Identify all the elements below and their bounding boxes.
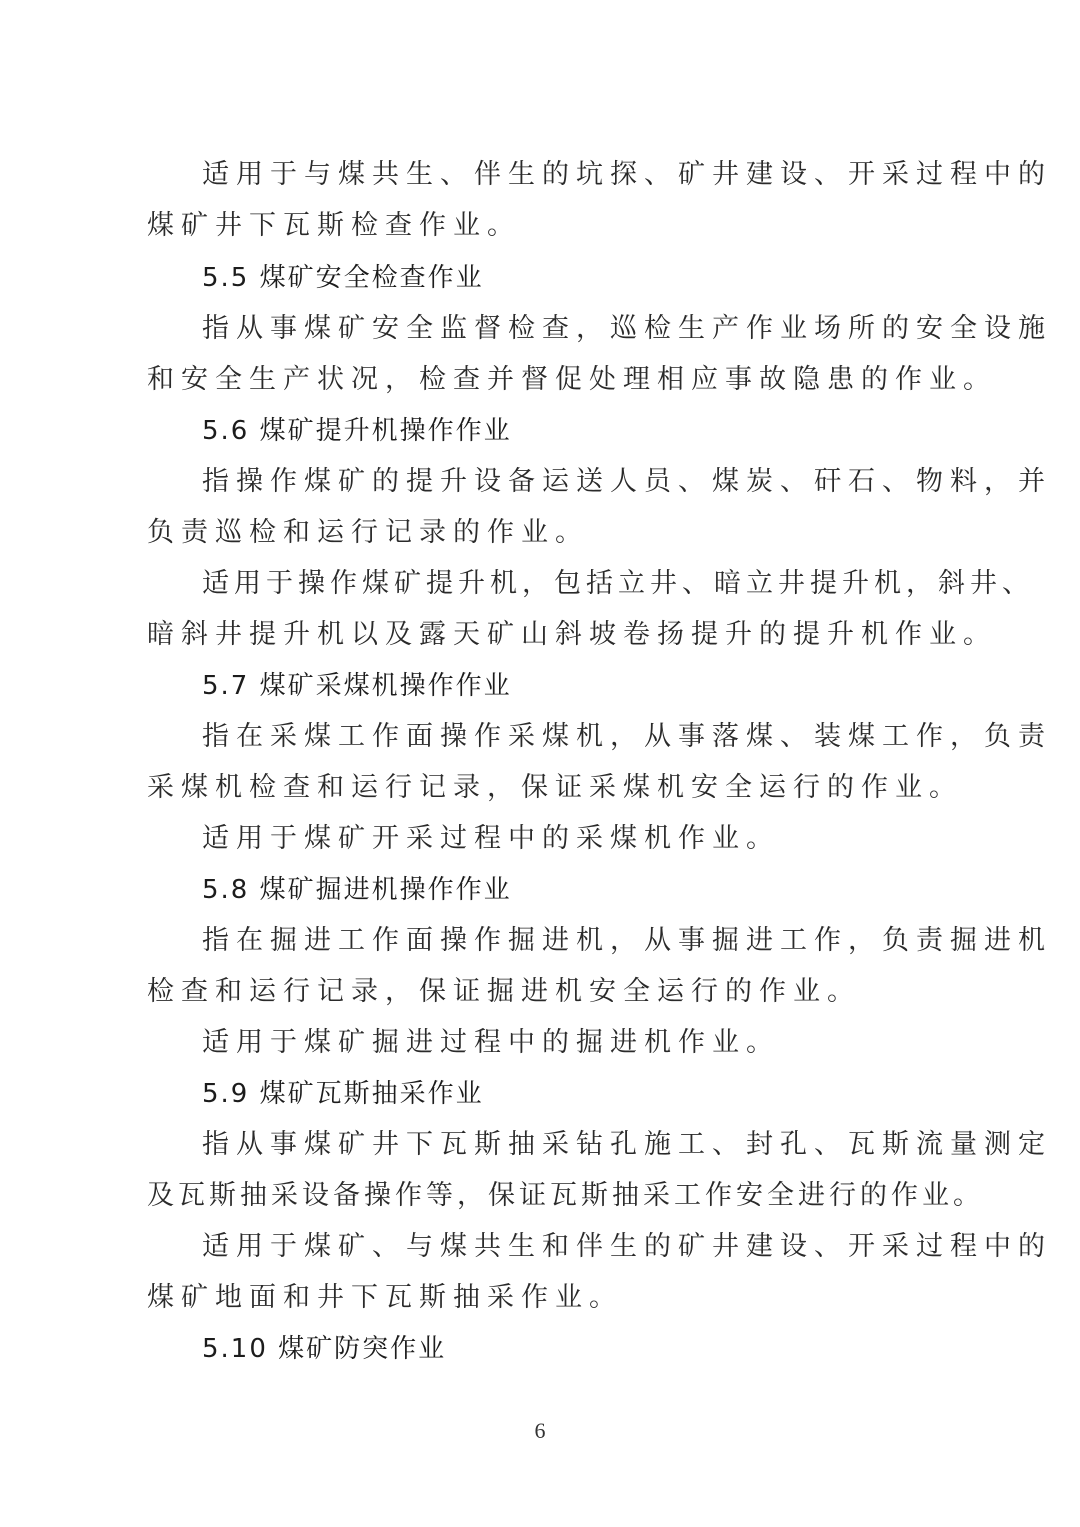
paragraph-line: 指从事煤矿井下瓦斯抽采钻孔施工、封孔、瓦斯流量测定 — [202, 1129, 1052, 1160]
paragraph-line: 及瓦斯抽采设备操作等，保证瓦斯抽采工作安全进行的作业。 — [147, 1180, 984, 1211]
paragraph-line: 煤矿地面和井下瓦斯抽采作业。 — [147, 1282, 623, 1313]
paragraph-line: 暗斜井提升机以及露天矿山斜坡卷扬提升的提升机作业。 — [147, 619, 997, 650]
paragraph-line: 指从事煤矿安全监督检查，巡检生产作业场所的安全设施 — [202, 313, 1052, 344]
paragraph-line: 适用于与煤共生、伴生的坑探、矿井建设、开采过程中的 — [202, 159, 1052, 190]
paragraph-line: 和安全生产状况，检查并督促处理相应事故隐患的作业。 — [147, 364, 997, 395]
section-heading-5-7: 5.7 煤矿采煤机操作作业 — [202, 671, 512, 701]
paragraph-line: 指在掘进工作面操作掘进机，从事掘进工作，负责掘进机 — [202, 925, 1052, 956]
page-number: 6 — [534, 1418, 546, 1443]
paragraph-line: 指操作煤矿的提升设备运送人员、煤炭、矸石、物料，并 — [202, 466, 1052, 497]
section-heading-5-8: 5.8 煤矿掘进机操作作业 — [202, 875, 512, 905]
section-heading-5-10: 5.10 煤矿防突作业 — [202, 1334, 447, 1364]
paragraph-line: 适用于操作煤矿提升机，包括立井、暗立井提升机，斜井、 — [202, 568, 1034, 599]
paragraph-line: 适用于煤矿、与煤共生和伴生的矿井建设、开采过程中的 — [202, 1231, 1052, 1262]
paragraph-line: 检查和运行记录，保证掘进机安全运行的作业。 — [147, 976, 861, 1007]
paragraph-line: 采煤机检查和运行记录，保证采煤机安全运行的作业。 — [147, 772, 963, 803]
paragraph-line: 负责巡检和运行记录的作业。 — [147, 517, 589, 548]
section-heading-5-5: 5.5 煤矿安全检查作业 — [202, 263, 484, 293]
paragraph-line: 适用于煤矿掘进过程中的掘进机作业。 — [202, 1027, 780, 1058]
paragraph-line: 指在采煤工作面操作采煤机，从事落煤、装煤工作，负责 — [202, 721, 1052, 752]
section-heading-5-6: 5.6 煤矿提升机操作作业 — [202, 416, 512, 446]
section-heading-5-9: 5.9 煤矿瓦斯抽采作业 — [202, 1079, 484, 1109]
paragraph-line: 煤矿井下瓦斯检查作业。 — [147, 210, 521, 241]
paragraph-line: 适用于煤矿开采过程中的采煤机作业。 — [202, 823, 780, 854]
